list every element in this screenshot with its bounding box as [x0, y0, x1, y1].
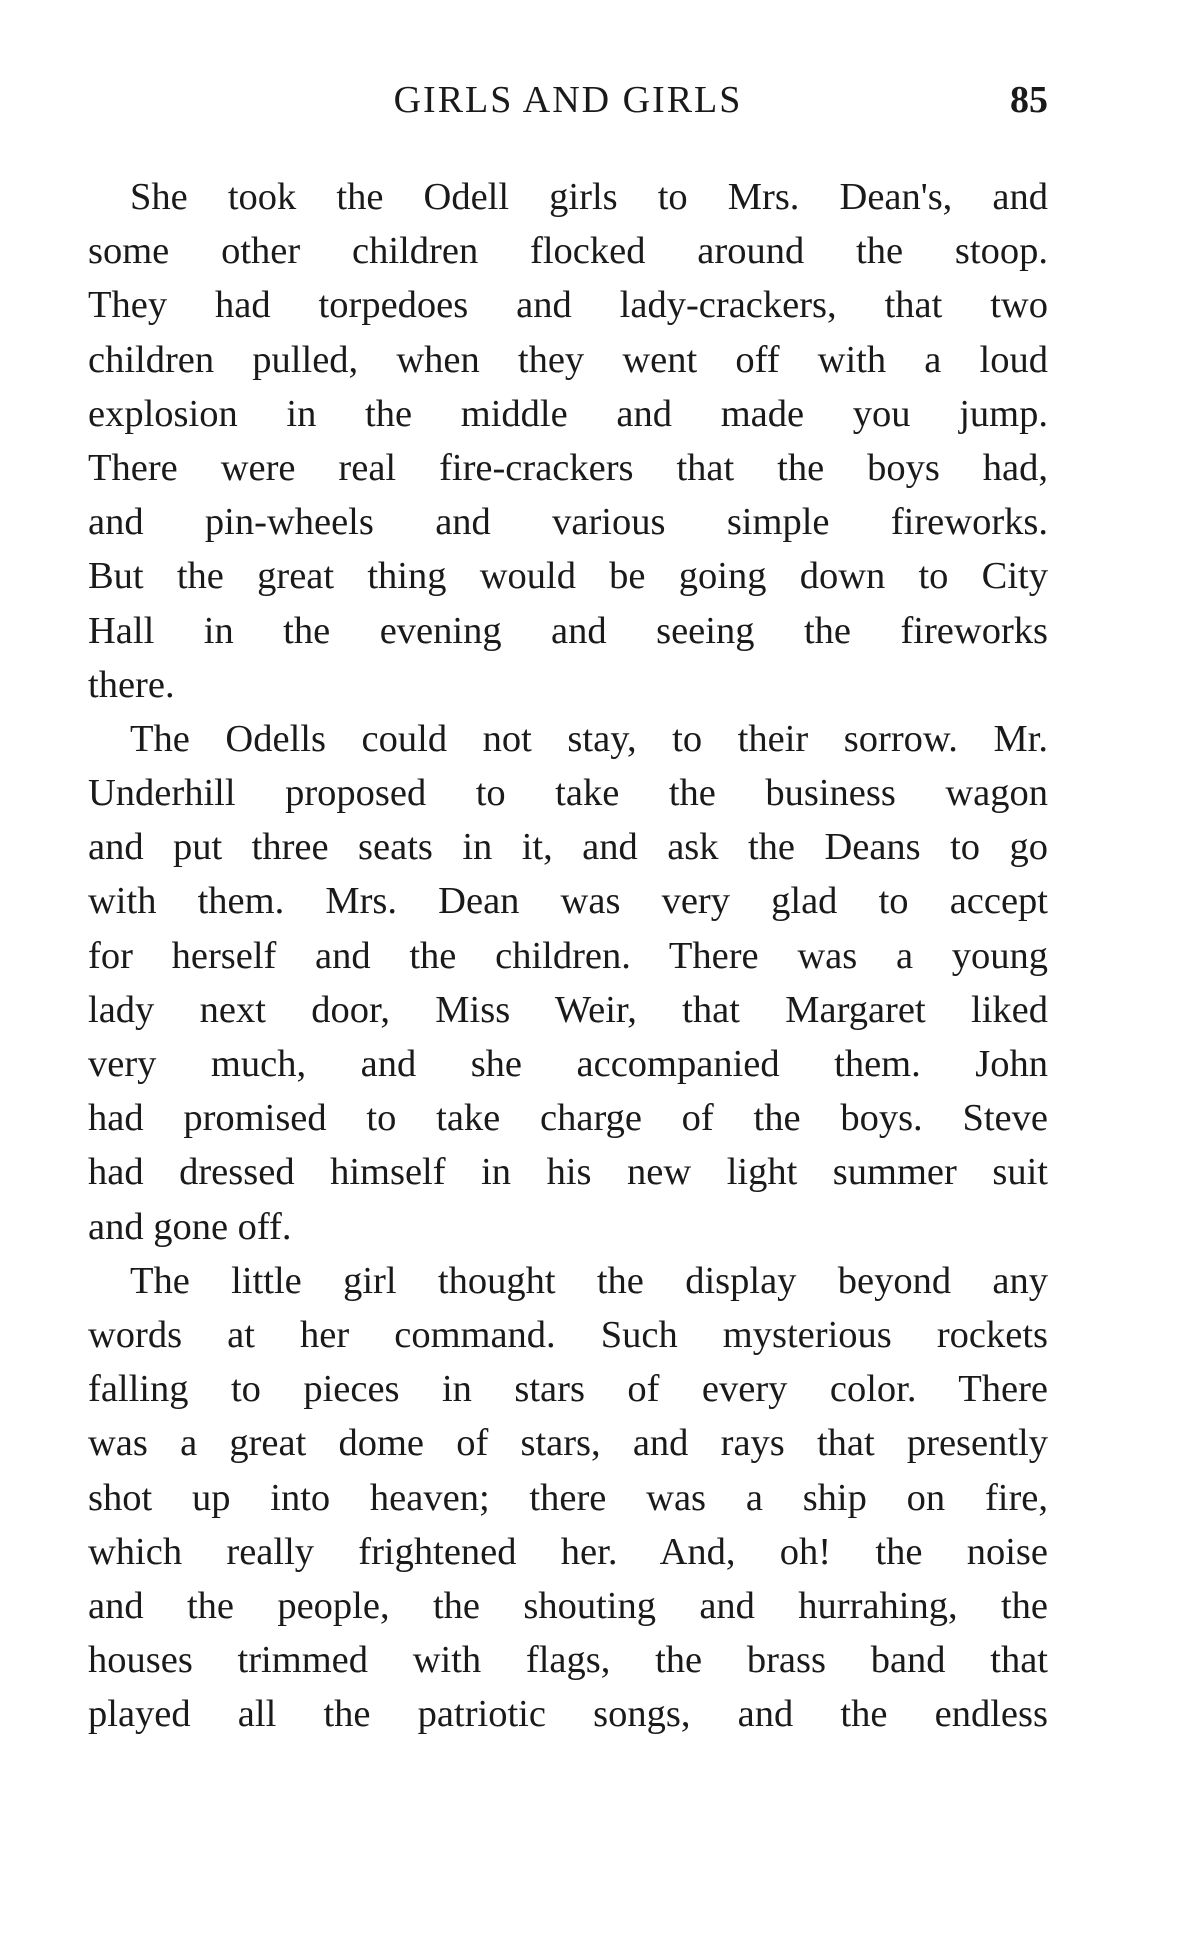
- text-line: and the people, the shouting and hurrahing, the: [88, 1584, 1048, 1627]
- text-line: explosion in the middle and made you jump.: [88, 392, 1048, 435]
- text-line: She took the Odell girls to Mrs. Dean's, and: [130, 176, 1048, 218]
- text-line: falling to pieces in stars of every color. There: [88, 1368, 1048, 1411]
- running-title: GIRLS AND GIRLS: [393, 79, 743, 121]
- text-line: children pulled, when they went off with a loud: [88, 338, 1048, 381]
- text-line: played all the patriotic songs, and the endless: [88, 1693, 1048, 1736]
- running-head: [88, 76, 1048, 126]
- paragraph-2: [88, 712, 1048, 1254]
- text-line: and pin-wheels and various simple fireworks.: [88, 501, 1048, 544]
- text-line: with them. Mrs. Dean was very glad to accept: [88, 880, 1048, 923]
- text-line: and gone off.: [88, 1205, 292, 1248]
- text-line: some other children flocked around the stoop.: [88, 230, 1048, 273]
- text-line: There were real fire-crackers that the boys had,: [88, 446, 1048, 489]
- text-line: and put three seats in it, and ask the Deans to go: [88, 826, 1048, 869]
- text-line: which really frightened her. And, oh! the noise: [88, 1530, 1048, 1573]
- text-line: lady next door, Miss Weir, that Margaret liked: [88, 988, 1048, 1031]
- text-line: had promised to take charge of the boys. Steve: [88, 1097, 1048, 1140]
- page-number: 85: [1010, 79, 1048, 121]
- text-line: Hall in the evening and seeing the fireworks: [88, 609, 1048, 652]
- text-line: houses trimmed with flags, the brass band that: [88, 1639, 1048, 1682]
- text-line: shot up into heaven; there was a ship on fire,: [88, 1476, 1048, 1519]
- text-line: for herself and the children. There was a young: [88, 934, 1048, 977]
- body-text: [88, 170, 1048, 1741]
- text-line: But the great thing would be going down to City: [88, 555, 1048, 598]
- text-line: there.: [88, 663, 175, 706]
- text-line: They had torpedoes and lady-crackers, that two: [88, 284, 1048, 327]
- text-line: was a great dome of stars, and rays that presently: [88, 1422, 1048, 1465]
- text-line: words at her command. Such mysterious rockets: [88, 1313, 1048, 1356]
- text-line: had dressed himself in his new light summer suit: [88, 1151, 1048, 1194]
- text-line: The Odells could not stay, to their sorrow. Mr.: [130, 717, 1048, 760]
- text-line: very much, and she accompanied them. John: [88, 1043, 1048, 1085]
- paragraph-1: [88, 170, 1048, 712]
- text-line: The little girl thought the display beyond any: [130, 1259, 1048, 1302]
- paragraph-3: [88, 1254, 1048, 1742]
- text-line: Underhill proposed to take the business wagon: [88, 772, 1048, 815]
